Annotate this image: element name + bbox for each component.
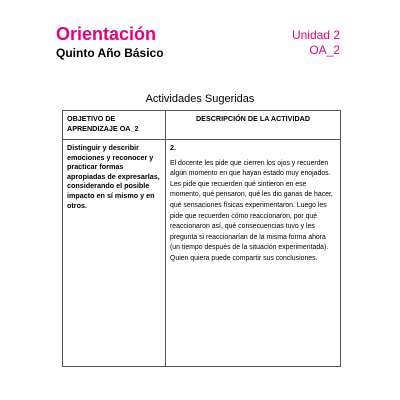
objective-code: OA_2 <box>309 43 340 57</box>
activity-description: El docente les pide que cierren los ojos y recuerden algún momento en que hayan estado muy enojados. Les pide que recuerden qué sintieron en ese momento, qué pensaron, qué les dio ganas de hacer, qué sensaciones físicas experimentaron. Luego les pide que recuerden cómo reaccionaron, por qué reaccionaron así, qué consecuencias tuvo y les pregunta si reaccionarían de la misma forma ahora (un tiempo después de la situación experimentada). Quien quiera puede compartir sus conclusiones. <box>170 159 333 262</box>
objective-column-header: OBJETIVO DE APRENDIZAJE OA_2 <box>63 111 166 140</box>
table-header-row <box>63 111 341 140</box>
activity-cell <box>166 140 341 367</box>
objective-text: Distinguir y describir emociones y reconocer y practicar formas apropiadas de expresarlas, considerando el posible impacto en sí mismo y en otros. <box>67 143 160 210</box>
unit-info <box>292 28 340 58</box>
document-header <box>56 23 164 60</box>
activity-table <box>62 110 341 367</box>
table-row <box>63 140 341 367</box>
unit-label: Unidad 2 <box>291 28 340 42</box>
activity-number: 2. <box>170 143 176 152</box>
subject-title: Orientación <box>56 24 157 44</box>
grade-subtitle: Quinto Año Básico <box>56 46 164 60</box>
objective-cell <box>63 140 166 367</box>
section-title: Actividades Sugeridas <box>145 93 255 105</box>
description-column-header: DESCRIPCIÓN DE LA ACTIVIDAD <box>166 111 341 140</box>
